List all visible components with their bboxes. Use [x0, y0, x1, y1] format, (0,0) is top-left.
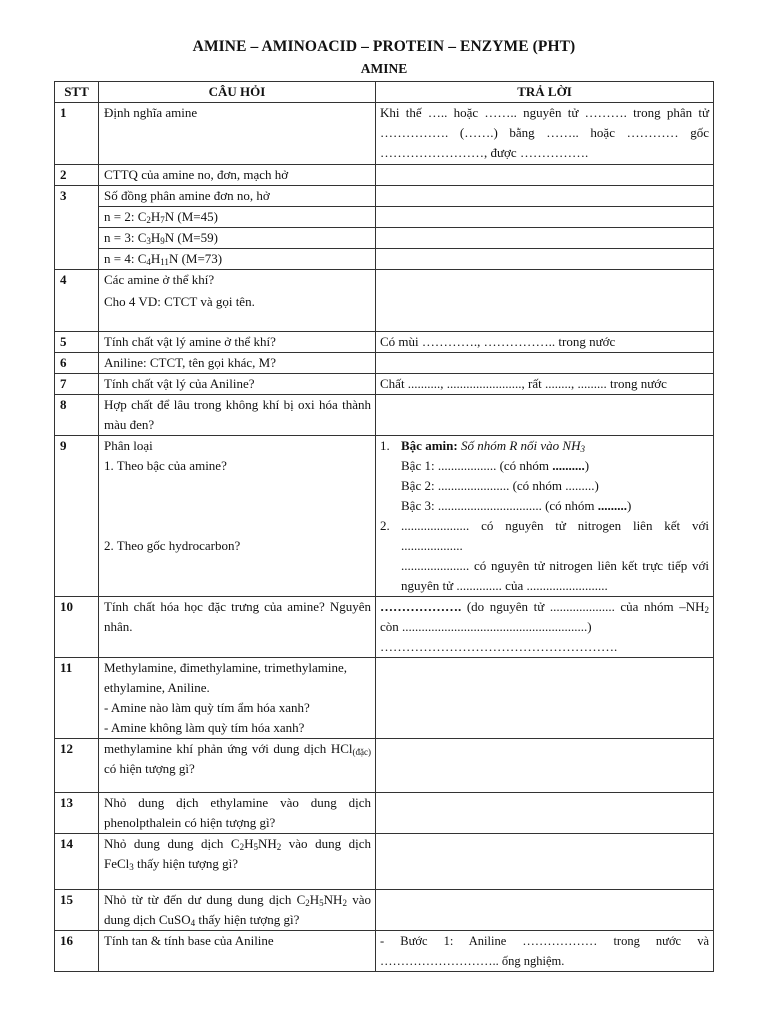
- header-stt: STT: [55, 82, 99, 103]
- answer-cell[interactable]: [376, 834, 714, 890]
- question-cell: Nhỏ dung dịch ethylamine vào dung dịch phenolpthalein có hiện tượng gì?: [99, 793, 376, 834]
- document-title: AMINE – AMINOACID – PROTEIN – ENZYME (PHT): [192, 38, 576, 55]
- table-row: [55, 597, 714, 658]
- row-number: 16: [55, 931, 99, 972]
- answer-cell[interactable]: [376, 249, 714, 270]
- table-row: [55, 436, 714, 597]
- question-cell: Các amine ở thể khí? Cho 4 VD: CTCT và gọi tên.: [99, 270, 376, 332]
- question-cell: Nhỏ dung dung dịch $C_2H_5NH_2$ vào dung dịch FeCl$_3$ thấy hiện tượng gì?: [99, 834, 376, 890]
- header-question: CÂU HỎI: [99, 82, 376, 103]
- answer-cell: Chất .........., ......................., rất ........, ......... trong nước: [376, 374, 714, 395]
- table-row: [55, 739, 714, 793]
- table-subrow: [55, 228, 714, 249]
- question-cell: Hợp chất để lâu trong không khí bị oxi hóa thành màu đen?: [99, 395, 376, 436]
- answer-cell[interactable]: [376, 395, 714, 436]
- table-row: [55, 374, 714, 395]
- question-cell: Aniline: CTCT, tên gọi khác, M?: [99, 353, 376, 374]
- row-number: 10: [55, 597, 99, 658]
- row-number: 8: [55, 395, 99, 436]
- row-number: 9: [55, 436, 99, 597]
- question-cell: Tính chất hóa học đặc trưng của amine? Nguyên nhân.: [99, 597, 376, 658]
- table-row: [55, 395, 714, 436]
- table-row: [55, 931, 714, 972]
- answer-cell[interactable]: [376, 739, 714, 793]
- answer-cell[interactable]: [376, 353, 714, 374]
- table-subrow: [55, 249, 714, 270]
- section-title: AMINE: [360, 61, 408, 76]
- answer-cell[interactable]: [376, 207, 714, 228]
- row-number: 6: [55, 353, 99, 374]
- table-row: [55, 270, 714, 332]
- question-cell: Phân loại 1. Theo bậc của amine? 2. Theo gốc hydrocarbon?: [99, 436, 376, 597]
- table-header-row: [55, 82, 714, 103]
- row-number: 15: [55, 890, 99, 931]
- question-cell: Methylamine, đimethylamine, trimethylamine, ethylamine, Aniline. - Amine nào làm quỳ tím ẩm hóa xanh? - Amine không làm quỳ tím hóa xanh?: [99, 658, 376, 739]
- row-number: 1: [55, 103, 99, 165]
- row-number: 11: [55, 658, 99, 739]
- worksheet-table: [54, 81, 714, 972]
- answer-cell[interactable]: [376, 658, 714, 739]
- answer-cell[interactable]: [376, 270, 714, 332]
- answer-cell: Có mùi …………., …………….. trong nước: [376, 332, 714, 353]
- row-number: 5: [55, 332, 99, 353]
- table-row: [55, 353, 714, 374]
- table-row: [55, 834, 714, 890]
- table-row: [55, 186, 714, 207]
- row-number: 7: [55, 374, 99, 395]
- row-number: 2: [55, 165, 99, 186]
- row-number: 12: [55, 739, 99, 793]
- question-cell: Nhỏ từ từ đến dư dung dung dịch $C_2H_5NH_2$ vào dung dịch CuSO$_4$ thấy hiện tượng gì?: [99, 890, 376, 931]
- header-answer: TRẢ LỜI: [376, 82, 714, 103]
- table-row: [55, 890, 714, 931]
- table-subrow: [55, 207, 714, 228]
- row-number: 13: [55, 793, 99, 834]
- answer-cell: 1. Bậc amin: Số nhóm R nối vào $NH_3$ Bậc 1: .................. (có nhóm ..........) Bậc 2: ...................... (có nhóm .........) Bậc 3: ................................ (có nhóm .........) 2. ..................... có nguyên tử nitrogen liên kết với ................... ..................... có nguyên tử nitrogen liên kết trực tiếp với nguyên tử .............. của .........................: [376, 436, 714, 597]
- table-row: [55, 332, 714, 353]
- answer-cell: Khi thế ….. hoặc …….. nguyên tử ………. trong phân tử ……………. (…….) bằng …….. hoặc ………… gốc ……………………, được …………….: [376, 103, 714, 165]
- question-subcell: n = 3: $C_3H_9N$ (M=59): [99, 228, 376, 249]
- table-row: [55, 658, 714, 739]
- row-number: 4: [55, 270, 99, 332]
- row-number: 14: [55, 834, 99, 890]
- answer-cell: ………………. (do nguyên tử .................... của nhóm $-NH_2$ còn .........................................................) ……………………………………………….: [376, 597, 714, 658]
- answer-cell[interactable]: [376, 186, 714, 207]
- question-cell: Định nghĩa amine: [99, 103, 376, 165]
- answer-cell[interactable]: [376, 793, 714, 834]
- question-subcell: n = 2: $C_2H_7N$ (M=45): [99, 207, 376, 228]
- row-number: 3: [55, 186, 99, 270]
- question-cell: CTTQ của amine no, đơn, mạch hở: [99, 165, 376, 186]
- table-row: [55, 793, 714, 834]
- question-cell: Số đồng phân amine đơn no, hở: [99, 186, 376, 207]
- answer-cell[interactable]: [376, 228, 714, 249]
- answer-cell[interactable]: [376, 890, 714, 931]
- question-cell: methylamine khí phản ứng với dung dịch HCl$_{(đặc)}$ có hiện tượng gì?: [99, 739, 376, 793]
- table-row: [55, 165, 714, 186]
- question-subcell: n = 4: $C_4H_{11}N$ (M=73): [99, 249, 376, 270]
- table-row: [55, 103, 714, 165]
- answer-cell: - Bước 1: Aniline ……………… trong nước và ……………………….. ống nghiệm.: [376, 931, 714, 972]
- question-cell: Tính chất vật lý của Aniline?: [99, 374, 376, 395]
- question-cell: Tính chất vật lý amine ở thể khí?: [99, 332, 376, 353]
- answer-cell[interactable]: [376, 165, 714, 186]
- question-cell: Tính tan & tính base của Aniline: [99, 931, 376, 972]
